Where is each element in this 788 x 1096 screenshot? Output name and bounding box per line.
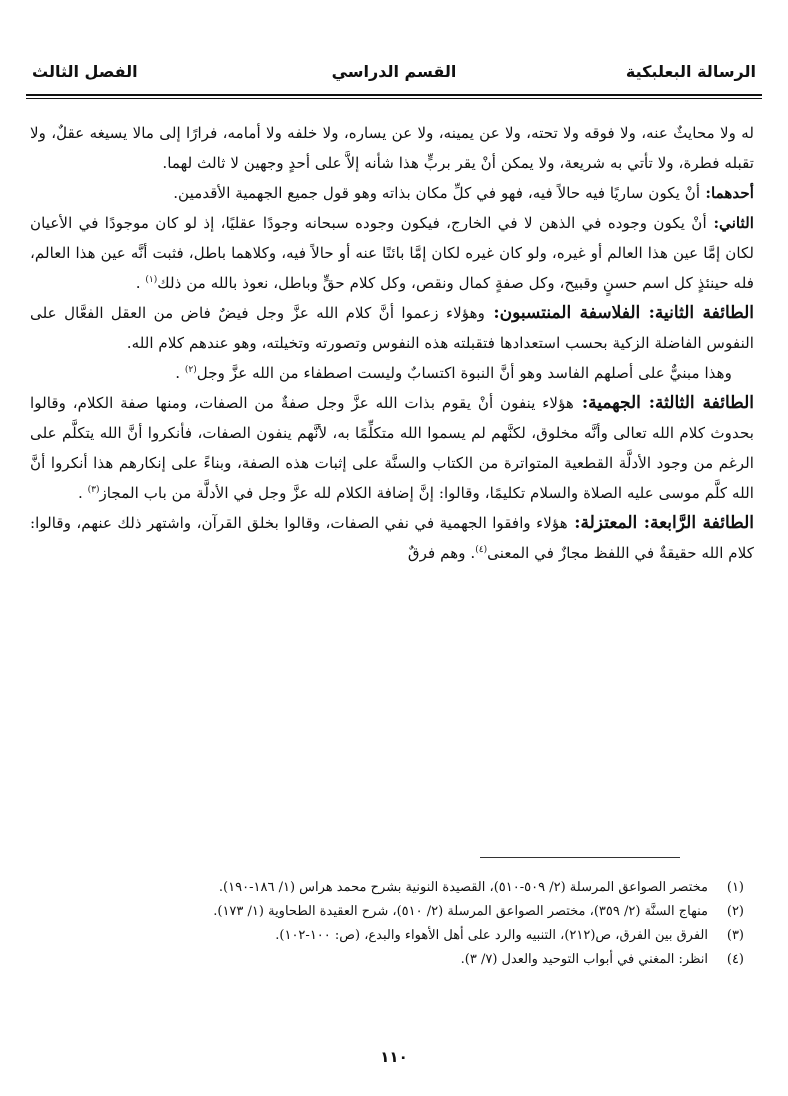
paragraph-tail: . <box>175 364 181 382</box>
paragraph-text: أنْ يكون ساريًا فيه حالاً فيه، فهو في كلِّ مكان بذاته وهو قول جميع الجهمية الأقدمين. <box>173 184 701 202</box>
footnote-number: (٤) <box>726 952 744 967</box>
footnote <box>30 924 754 948</box>
header-chapter-title: الفصل الثالث <box>32 62 138 81</box>
footnote-ref[interactable]: (٢) <box>184 364 197 375</box>
paragraph <box>30 358 754 388</box>
paragraph <box>30 388 754 508</box>
header-section-title: القسم الدراسي <box>331 62 457 81</box>
section-heading: الطائفة الثالثة: الجهمية: <box>573 393 755 413</box>
section-heading: الطائفة الثانية: الفلاسفة المنتسبون: <box>484 303 754 323</box>
paragraph-tail: . وهم فرقٌ <box>407 544 476 562</box>
paragraph-tail: . <box>77 484 83 502</box>
paragraph <box>30 178 754 208</box>
paragraph <box>30 118 754 178</box>
paragraph-text: أنْ يكون وجوده في الذهن لا في الخارج، فيكون وجوده سبحانه وجودًا عقليًا، إذ لو كان موجودًا في الأعيان لكان إمَّا عين هذا العالم أو غيره، ولو كان غيره لكان إمَّا بائنًا عنه أو حالاً فيه، وكلاهما باطل، فثبت أنَّه عين هذا العالم، فله حينئذٍ كل اسم حسنٍ وقبيح، وكل صفةٍ كمال ونقص، وكل كلام حقٍّ وباطل، نعوذ بالله من ذلك <box>30 214 754 292</box>
paragraph-lead: أحدهما: <box>700 184 754 202</box>
footnote <box>30 876 754 900</box>
footnote-number: (٢) <box>726 904 744 919</box>
footnote-separator <box>480 857 680 858</box>
header-rule-thick <box>26 94 762 96</box>
paragraph <box>30 298 754 358</box>
paragraph-text: وهذا مبنيٌّ على أصلهم الفاسد وهو أنَّ النبوة اكتسابٌ وليست اصطفاء من الله عزَّ وجل <box>196 364 732 382</box>
footnote-ref[interactable]: (٤) <box>475 544 488 555</box>
footnote-text: انظر: المغني في أبواب التوحيد والعدل (٧/ ٣). <box>460 952 708 967</box>
footnote-ref[interactable]: (٣) <box>87 484 100 495</box>
footnote-text: الفرق بين الفرق، ص(٢١٢)، التنبيه والرد على أهل الأهواء والبدع، (ص: ١٠٠-١٠٢). <box>275 928 708 943</box>
footnote-text: منهاج السنَّة (٢/ ٣٥٩)، مختصر الصواعق المرسلة (٢/ ٥١٠)، شرح العقيدة الطحاوية (١/ ١٧٣). <box>213 904 708 919</box>
paragraph-lead: الثاني: <box>706 214 754 232</box>
main-text <box>30 118 754 568</box>
paragraph <box>30 508 754 568</box>
running-header <box>26 58 762 88</box>
footnote-ref[interactable]: (١) <box>145 274 158 285</box>
footnote-number: (١) <box>726 880 744 895</box>
section-heading: الطائفة الرَّابعة: المعتزلة: <box>567 513 754 533</box>
paragraph-tail: . <box>135 274 141 292</box>
paragraph-text: هؤلاء ينفون أنْ يقوم بذات الله عزَّ وجل صفةٌ من الصفات، ومنها صفة الكلام، وقالوا بحدوث كلام الله تعالى وأنَّه مخلوق، لكنَّهم لم يسموا الله متكلِّمًا به، لأنَّهم ينفون الصفات، فأنكروا أنَّ الله يتكلَّم على الرغم من وجود الأدلَّة القطعية المتواترة من الكتاب والسنَّة على إثبات هذه الصفة، وبناءً على إنكارهم هذا أنكروا أنَّ الله كلَّم موسى عليه الصلاة والسلام تكليمًا، وقالوا: إنَّ إضافة الكلام لله عزَّ وجل في الأدلَّة من باب المجاز <box>30 394 754 502</box>
footnote <box>30 948 754 972</box>
footnotes <box>30 876 754 972</box>
header-book-title: الرسالة البعلبكية <box>625 62 756 81</box>
page-number: ١١٠ <box>380 1048 408 1066</box>
header-rule-thin <box>26 98 762 99</box>
paragraph-text: هؤلاء وافقوا الجهمية في نفي الصفات، وقالوا بخلق القرآن، واشتهر ذلك عنهم، وقالوا: كلام الله حقيقةٌ في اللفظ مجازٌ في المعنى <box>30 514 754 562</box>
footnote <box>30 900 754 924</box>
paragraph <box>30 208 754 298</box>
paragraph-text: وهؤلاء زعموا أنَّ كلام الله عزَّ وجل فيضٌ فاض من العقل الفعَّال على النفوس الفاضلة الزكية بحسب استعدادها فتقبلته هذه النفوس وتصورته وتخيلته، وهو عندهم كلام الله. <box>30 304 754 352</box>
footnote-number: (٣) <box>726 928 744 943</box>
paragraph-text: له ولا محايثٌ عنه، ولا فوقه ولا تحته، ولا عن يمينه، ولا عن يساره، ولا خلفه ولا أمامه، فرارًا إلى مالا يسيغه عقلٌ، ولا تقبله فطرة، ولا تأتي به شريعة، ولا يمكن أنْ يقر بربٍّ هذا شأنه إلاَّ على أحدٍ وجهين لا ثالث لهما. <box>30 124 754 172</box>
footnote-text: مختصر الصواعق المرسلة (٢/ ٥٠٩-٥١٠)، القصيدة النونية بشرح محمد هراس (١/ ١٨٦-١٩٠). <box>218 880 708 895</box>
